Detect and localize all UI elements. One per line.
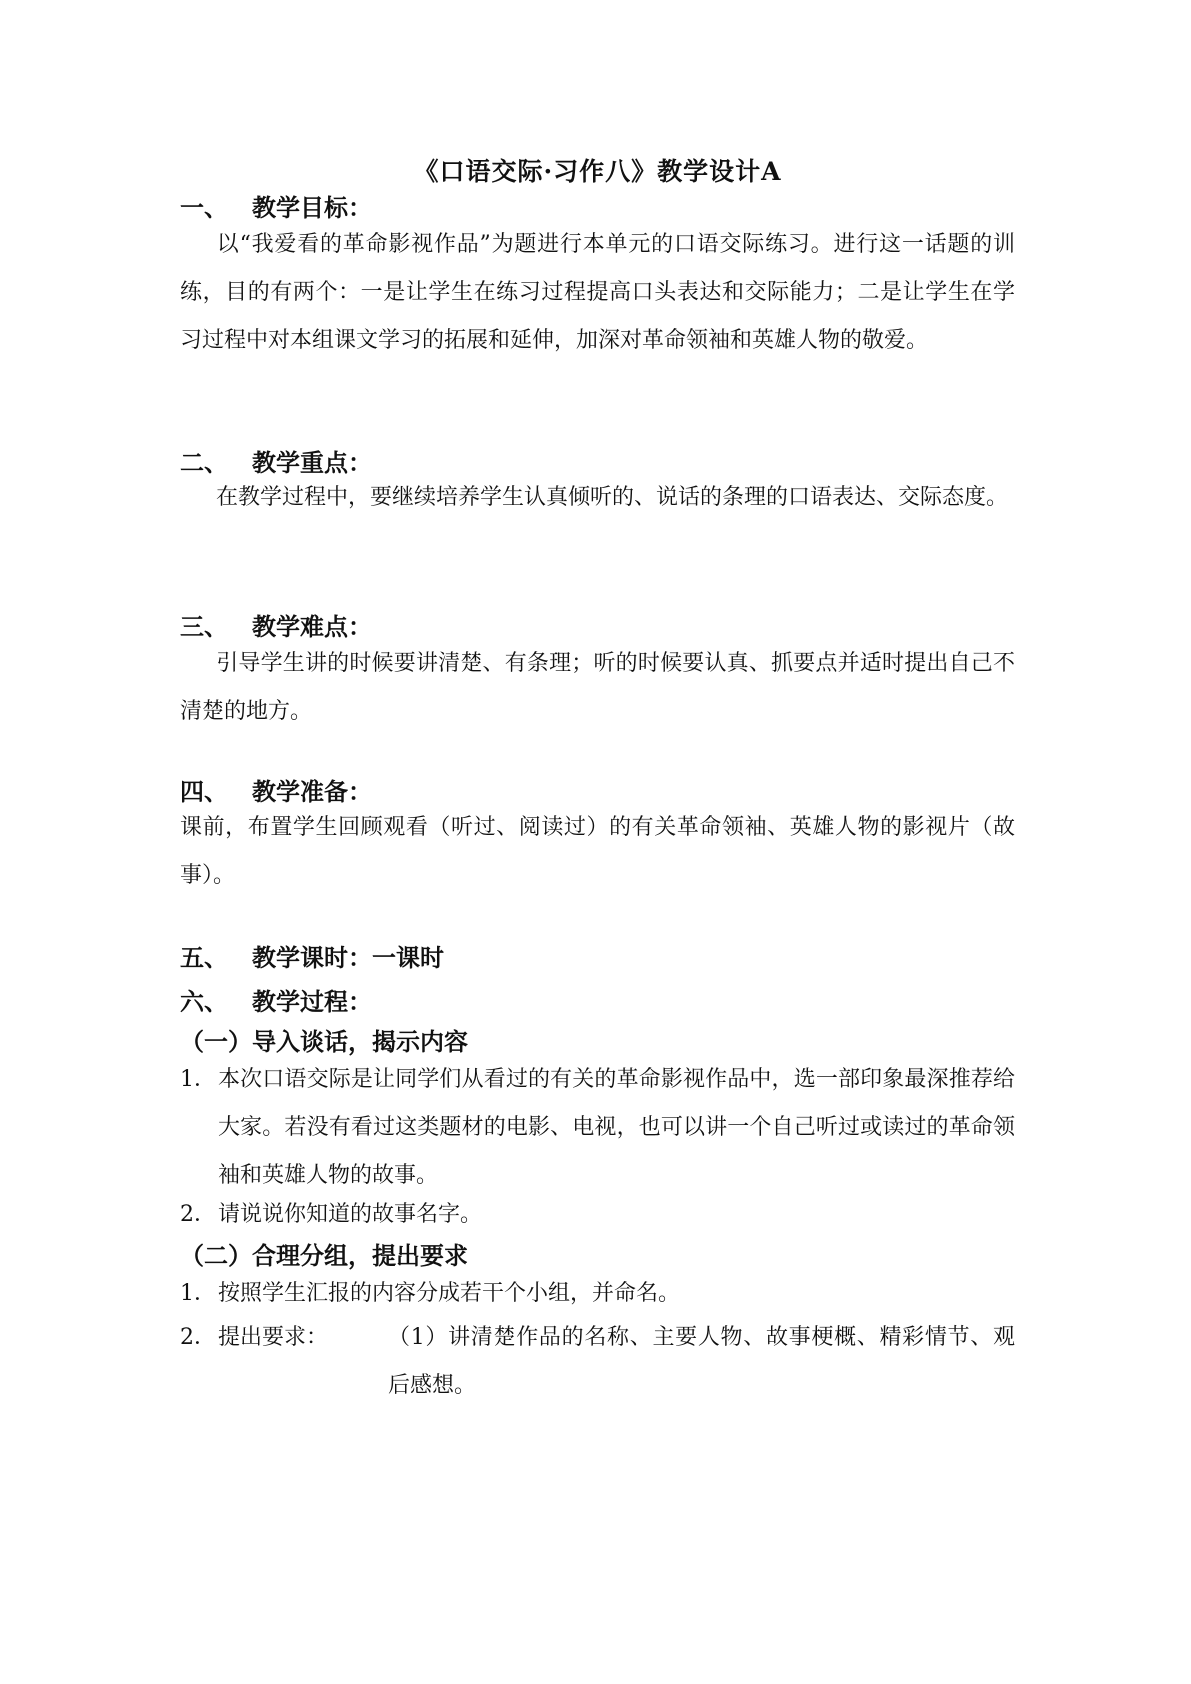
section-number: 五、 <box>180 943 228 972</box>
list-number: 2． <box>180 1325 216 1350</box>
section-heading-goals <box>180 188 372 223</box>
section-title: 教学难点： <box>252 612 372 641</box>
paragraph-text: 引导学生讲的时候要讲清楚、有条理；听的时候要认真、抓要点并适时提出自己不清楚的地方。 <box>180 651 1015 724</box>
list-text: 按照学生汇报的内容分成若干个小组，并命名。 <box>218 1281 681 1306</box>
list-text: 请说说你知道的故事名字。 <box>218 1202 483 1227</box>
section-body-key-points <box>180 474 1015 522</box>
list-number: 2． <box>180 1202 216 1227</box>
section-body-preparation <box>180 804 1015 900</box>
list-item <box>180 1270 1015 1318</box>
paragraph-text: 在教学过程中，要继续培养学生认真倾听的、说话的条理的口语表达、交际态度。 <box>216 485 1009 510</box>
section-heading-class-hours <box>180 938 444 973</box>
section-title: 教学目标： <box>252 193 372 222</box>
section-heading-key-points <box>180 443 372 478</box>
paragraph-text: 以“我爱看的革命影视作品”为题进行本单元的口语交际练习。进行这一话题的训练，目的有两个：一是让学生在练习过程提高口头表达和交际能力；二是让学生在学习过程中对本组课文学习的拓展和延伸，加深对革命领袖和英雄人物的敬爱。 <box>180 232 1015 353</box>
section-number: 二、 <box>180 448 228 477</box>
section-heading-process <box>180 982 372 1017</box>
list-number: 1． <box>180 1281 216 1306</box>
process-subheading-intro: （一）导入谈话，揭示内容 <box>180 1027 468 1056</box>
list-text: （1）讲清楚作品的名称、主要人物、故事梗概、精彩情节、观后感想。 <box>388 1325 1015 1398</box>
paragraph-text: 课前，布置学生回顾观看（听过、阅读过）的有关革命领袖、英雄人物的影视片（故事）。 <box>180 815 1015 888</box>
list-text: 本次口语交际是让同学们从看过的有关的革命影视作品中，选一部印象最深推荐给大家。若没有看过这类题材的电影、电视，也可以讲一个自己听过或读过的革命领袖和英雄人物的故事。 <box>218 1067 1015 1188</box>
list-item-requirements <box>180 1314 1015 1410</box>
section-title: 教学准备： <box>252 777 372 806</box>
section-body-goals <box>180 221 1015 365</box>
list-item <box>180 1191 1015 1239</box>
list-label: 提出要求： <box>218 1325 329 1350</box>
section-title: 教学重点： <box>252 448 372 477</box>
section-number: 三、 <box>180 612 228 641</box>
process-subheading-grouping: （二）合理分组，提出要求 <box>180 1241 468 1270</box>
list-number: 1． <box>180 1067 216 1092</box>
section-number: 四、 <box>180 777 228 806</box>
section-heading-preparation <box>180 772 372 807</box>
section-heading-difficulties <box>180 607 372 642</box>
section-title: 教学课时：一课时 <box>252 943 444 972</box>
list-item <box>180 1056 1015 1200</box>
section-number: 六、 <box>180 987 228 1016</box>
document-title: 《口语交际·习作八》教学设计A <box>413 157 782 186</box>
section-number: 一、 <box>180 193 228 222</box>
section-body-difficulties <box>180 640 1015 736</box>
section-title: 教学过程： <box>252 987 372 1016</box>
